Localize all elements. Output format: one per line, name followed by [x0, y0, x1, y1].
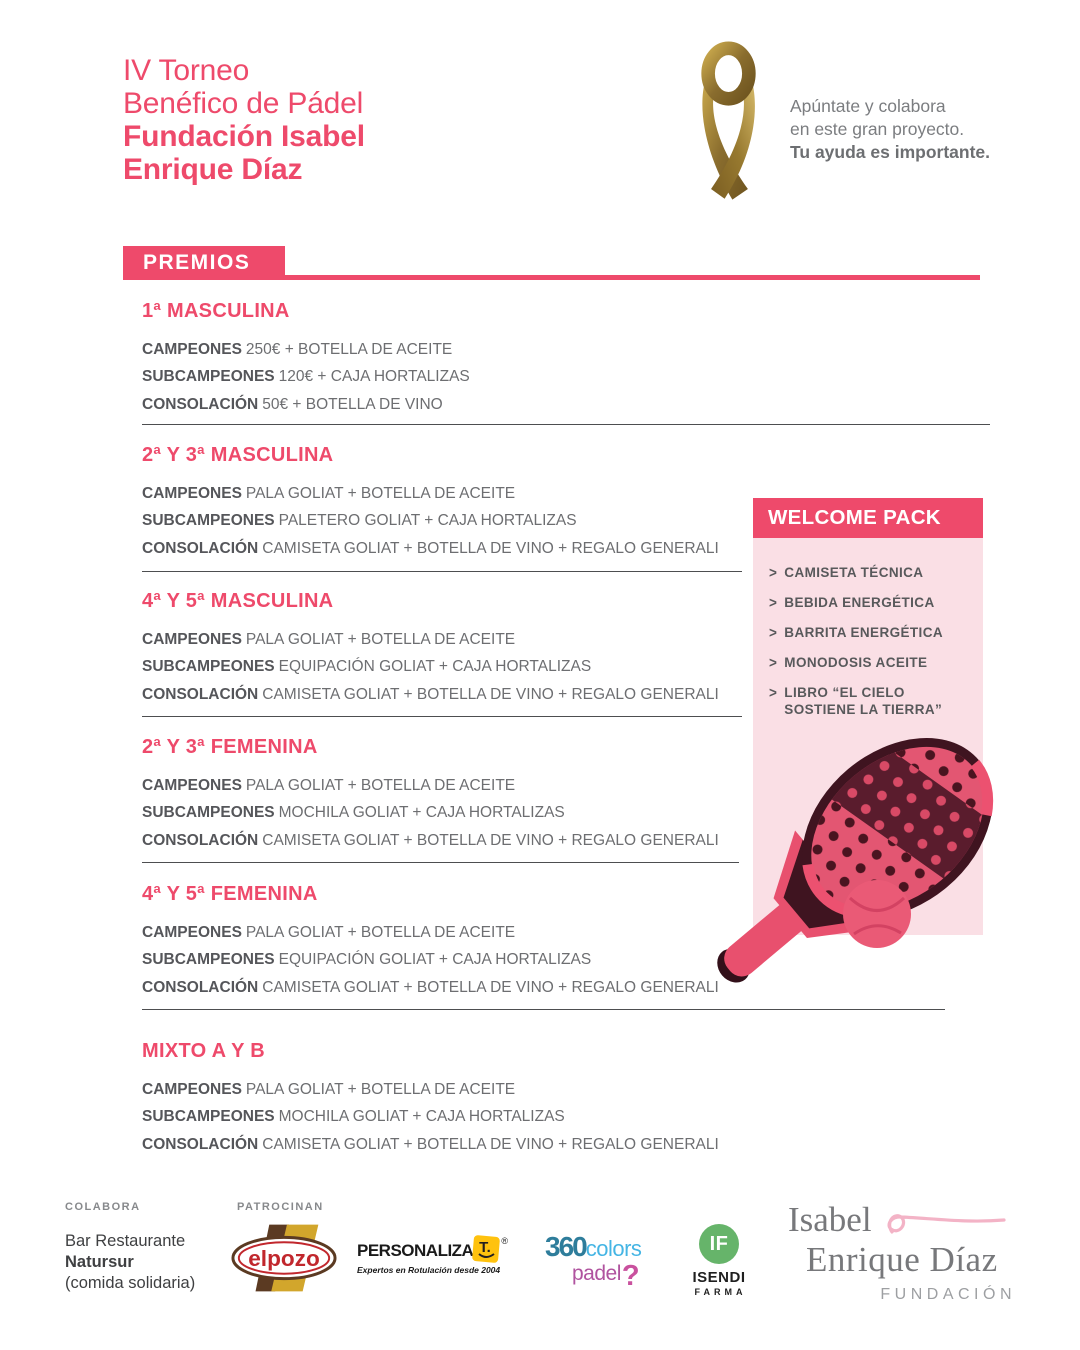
padel-racket-image — [680, 718, 1020, 1018]
welcome-pack-item — [769, 684, 969, 718]
prize-label: CONSOLACIÓN — [142, 1135, 259, 1153]
prize-row — [142, 626, 782, 653]
360colors-colors: colors — [585, 1236, 642, 1261]
section-divider — [142, 716, 742, 717]
isendi-initials: IF — [709, 1232, 729, 1255]
prize-row — [142, 1076, 782, 1103]
welcome-pack-item-label: LIBRO “EL CIELO SOSTIENE LA TIERRA” — [784, 685, 943, 717]
gold-ribbon-icon — [680, 40, 777, 208]
prize-category-2 — [142, 444, 782, 562]
prize-row — [142, 480, 782, 507]
personalizat-t-letter: T. — [479, 1239, 492, 1256]
premios-heading: PREMIOS — [123, 246, 285, 280]
colabora-line: Bar Restaurante — [65, 1232, 186, 1250]
360colors-360: 360 — [545, 1231, 586, 1262]
colabora-text — [65, 1231, 195, 1294]
fundacion-line2: Enrique Díaz — [806, 1240, 998, 1279]
prize-value: EQUIPACIÓN GOLIAT + CAJA HORTALIZAS — [278, 951, 592, 969]
personalizat-wordmark: PERSONALIZA — [357, 1241, 474, 1260]
prize-value: CAMISETA GOLIAT + BOTELLA DE VINO + REGALO GENERALI — [262, 539, 719, 557]
personalizat-t-icon — [471, 1234, 501, 1264]
360colors-padel-logo — [545, 1231, 680, 1292]
prize-label: CONSOLACIÓN — [142, 978, 259, 996]
personalizat-tagline: Expertos en Rotulación desde 2004 — [357, 1265, 501, 1275]
prize-row — [142, 363, 782, 390]
colabora-line: Natursur — [65, 1253, 134, 1271]
title-line: IV Torneo — [123, 54, 250, 87]
prize-label: SUBCAMPEONES — [142, 951, 275, 969]
prize-label: SUBCAMPEONES — [142, 804, 275, 822]
welcome-pack-item — [769, 654, 969, 671]
prize-value: PALA GOLIAT + BOTELLA DE ACEITE — [245, 924, 516, 941]
welcome-pack-heading: WELCOME PACK — [753, 498, 983, 538]
prize-row — [142, 653, 782, 680]
prize-row — [142, 1103, 782, 1130]
prize-category-1 — [142, 300, 782, 418]
prize-value: CAMISETA GOLIAT + BOTELLA DE VINO + REGALO GENERALI — [262, 1135, 719, 1153]
welcome-pack-item — [769, 624, 969, 641]
prize-row — [142, 391, 782, 418]
isendi-farma-label: FARMA — [694, 1287, 747, 1297]
fundacion-line1: Isabel — [788, 1200, 872, 1239]
prize-label: CAMPEONES — [142, 777, 242, 794]
colabora-label: COLABORA — [65, 1201, 141, 1213]
section-divider — [142, 862, 739, 863]
welcome-pack-item-label: BEBIDA ENERGÉTICA — [784, 595, 935, 610]
category-title: MIXTO A Y B — [142, 1040, 265, 1062]
section-divider — [142, 571, 742, 572]
prize-value: PALA GOLIAT + BOTELLA DE ACEITE — [245, 1081, 516, 1098]
arrow-bullet-icon: > — [769, 564, 778, 581]
prize-label: CAMPEONES — [142, 1081, 242, 1098]
category-title: 4ª Y 5ª FEMENINA — [142, 883, 318, 905]
prize-label: SUBCAMPEONES — [142, 368, 275, 386]
isendi-name: ISENDI — [692, 1269, 746, 1286]
category-title: 4ª Y 5ª MASCULINA — [142, 590, 334, 612]
prize-label: CONSOLACIÓN — [142, 395, 259, 413]
racket-question-icon: ? — [621, 1260, 640, 1292]
prize-value: EQUIPACIÓN GOLIAT + CAJA HORTALIZAS — [278, 658, 592, 676]
prize-value: CAMISETA GOLIAT + BOTELLA DE VINO + REGALO GENERALI — [262, 685, 719, 703]
prize-value: MOCHILA GOLIAT + CAJA HORTALIZAS — [278, 804, 565, 822]
prize-row — [142, 535, 782, 562]
prize-label: CAMPEONES — [142, 485, 242, 502]
welcome-pack-item-label: MONODOSIS ACEITE — [784, 655, 928, 670]
prize-row — [142, 336, 782, 363]
prize-category-6 — [142, 1040, 782, 1158]
prize-label: SUBCAMPEONES — [142, 512, 275, 530]
arrow-bullet-icon: > — [769, 684, 778, 701]
elpozo-wordmark: elpozo — [248, 1245, 320, 1271]
prize-label: CONSOLACIÓN — [142, 685, 259, 703]
prize-label: CONSOLACIÓN — [142, 831, 259, 849]
prize-label: CAMPEONES — [142, 924, 242, 941]
360colors-padel: padel — [572, 1262, 621, 1285]
prize-value: PALA GOLIAT + BOTELLA DE ACEITE — [245, 485, 516, 502]
premios-underline — [283, 275, 980, 280]
prize-label: SUBCAMPEONES — [142, 1108, 275, 1126]
cta-line: Apúntate y colabora — [790, 96, 946, 116]
cta-line: en este gran proyecto. — [790, 119, 965, 139]
welcome-pack-item-label: BARRITA ENERGÉTICA — [784, 625, 943, 640]
cta-text — [790, 95, 990, 164]
prize-value: MOCHILA GOLIAT + CAJA HORTALIZAS — [278, 1108, 565, 1126]
prize-category-3 — [142, 590, 782, 708]
title-line: Enrique Díaz — [123, 153, 303, 186]
category-title: 2ª Y 3ª FEMENINA — [142, 736, 318, 758]
isendi-farma-logo — [688, 1224, 750, 1297]
prize-value: PALA GOLIAT + BOTELLA DE ACEITE — [245, 631, 516, 648]
prize-label: CAMPEONES — [142, 341, 242, 358]
elpozo-logo — [230, 1222, 338, 1294]
title-line: Benéfico de Pádel — [123, 87, 364, 120]
welcome-pack-item-label: CAMISETA TÉCNICA — [784, 565, 924, 580]
prize-value: 250€ + BOTELLA DE ACEITE — [245, 341, 453, 358]
prize-value: PALA GOLIAT + BOTELLA DE ACEITE — [245, 777, 516, 794]
patrocinan-label: PATROCINAN — [237, 1201, 324, 1213]
fundacion-line3: FUNDACIÓN — [880, 1286, 1016, 1303]
category-title: 2ª Y 3ª MASCULINA — [142, 444, 334, 466]
welcome-pack-list — [753, 560, 983, 718]
category-title: 1ª MASCULINA — [142, 300, 290, 322]
prize-value: PALETERO GOLIAT + CAJA HORTALIZAS — [278, 512, 577, 530]
prize-row — [142, 1131, 782, 1158]
prize-row — [142, 681, 782, 708]
colabora-line: (comida solidaria) — [65, 1274, 196, 1292]
isendi-circle-icon — [699, 1224, 739, 1264]
arrow-bullet-icon: > — [769, 624, 778, 641]
section-divider — [142, 424, 990, 425]
prize-label: CAMPEONES — [142, 631, 242, 648]
personalizat-logo — [357, 1238, 532, 1275]
welcome-pack-item — [769, 594, 969, 611]
prize-value: CAMISETA GOLIAT + BOTELLA DE VINO + REGALO GENERALI — [262, 831, 719, 849]
prize-value: CAMISETA GOLIAT + BOTELLA DE VINO + REGALO GENERALI — [262, 978, 719, 996]
arrow-bullet-icon: > — [769, 594, 778, 611]
pink-ribbon-doodle-icon — [876, 1208, 1008, 1242]
prize-value: 50€ + BOTELLA DE VINO — [262, 395, 443, 413]
cta-line: Tu ayuda es importante. — [790, 142, 990, 162]
prize-value: 120€ + CAJA HORTALIZAS — [278, 368, 470, 386]
registered-mark: ® — [501, 1236, 508, 1246]
prize-row — [142, 507, 782, 534]
title-line: Fundación Isabel — [123, 120, 365, 153]
welcome-pack-item — [769, 564, 969, 581]
prize-label: CONSOLACIÓN — [142, 539, 259, 557]
prize-label: SUBCAMPEONES — [142, 658, 275, 676]
arrow-bullet-icon: > — [769, 654, 778, 671]
page-title — [123, 54, 365, 186]
fundacion-logo — [788, 1200, 1016, 1304]
